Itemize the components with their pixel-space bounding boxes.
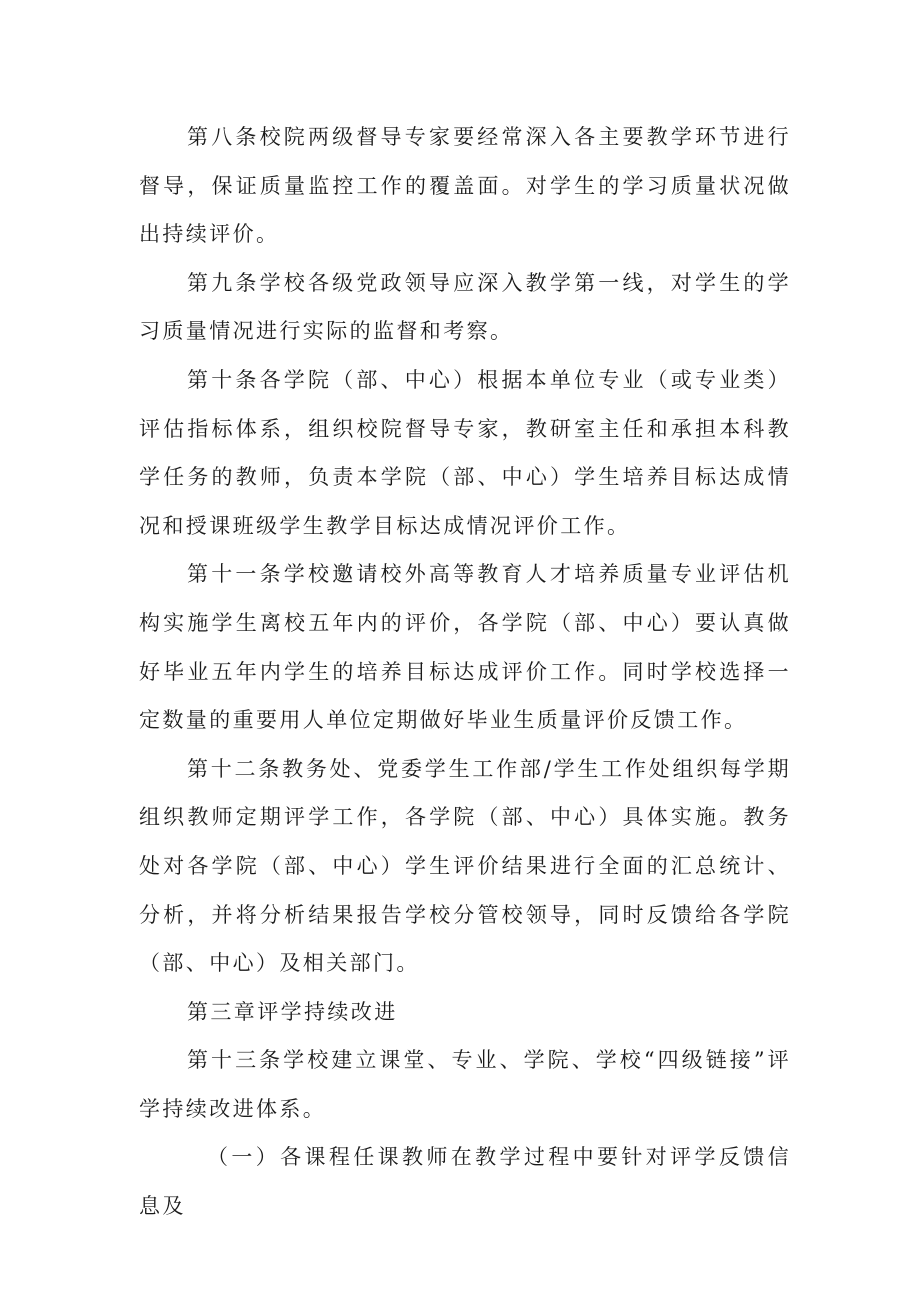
article-12-paragraph: 第十二条教务处、党委学生工作部/学生工作处组织每学期组织教师定期评学工作，各学院（部、中心）具体实施。教务处对各学院（部、中心）学生评价结果进行全面的汇总统计、分析，并将分析结果报告学校分管校领导，同时反馈给各学院（部、中心）及相关部门。 [139, 756, 791, 976]
article-13-item-1-paragraph: （一）各课程任课教师在教学过程中要针对评学反馈信息及 [139, 1145, 791, 1219]
article-8-paragraph: 第八条校院两级督导专家要经常深入各主要教学环节进行督导，保证质量监控工作的覆盖面。对学生的学习质量状况做出持续评价。 [139, 125, 791, 247]
article-11-paragraph: 第十一条学校邀请校外高等教育人才培养质量专业评估机构实施学生离校五年内的评价，各学院（部、中心）要认真做好毕业五年内学生的培养目标达成评价工作。同时学校选择一定数量的重要用人单位定期做好毕业生质量评价反馈工作。 [139, 562, 791, 733]
document-body [139, 113, 791, 1231]
article-9-paragraph: 第九条学校各级党政领导应深入教学第一线，对学生的学习质量情况进行实际的监督和考察。 [139, 270, 791, 344]
article-13-paragraph: 第十三条学校建立课堂、专业、学院、学校“四级链接”评学持续改进体系。 [139, 1048, 791, 1121]
article-10-paragraph: 第十条各学院（部、中心）根据本单位专业（或专业类）评估指标体系，组织校院督导专家，教研室主任和承担本科教学任务的教师，负责本学院（部、中心）学生培养目标达成情况和授课班级学生教学目标达成情况评价工作。 [139, 367, 791, 538]
chapter-3-heading: 第三章评学持续改进 [187, 999, 398, 1024]
